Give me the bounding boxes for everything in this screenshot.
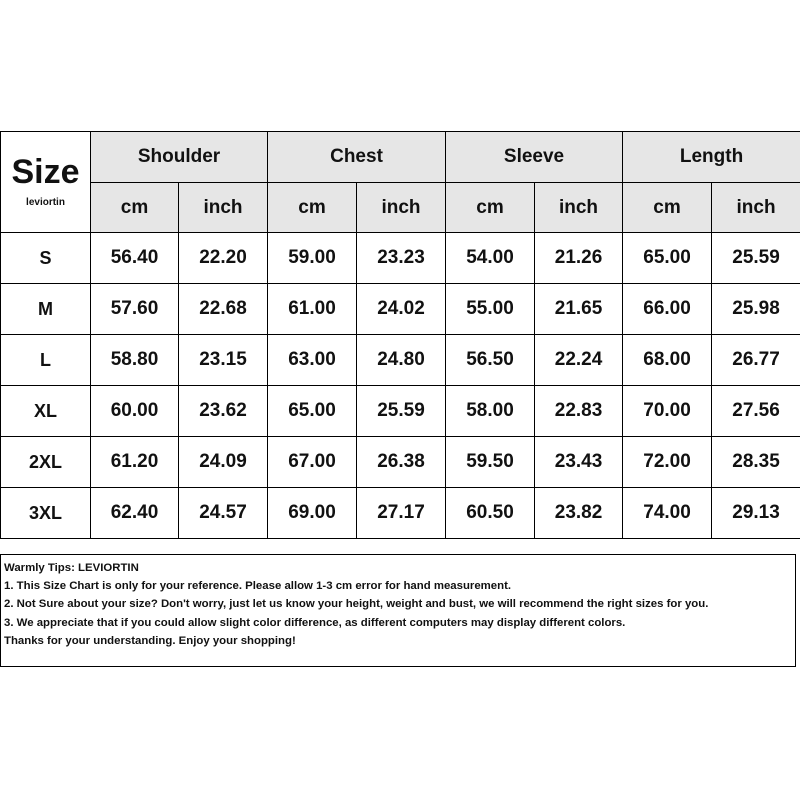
measurement-cell: 70.00 <box>623 386 712 437</box>
measurement-cell: 24.57 <box>179 488 268 539</box>
measurement-cell: 22.68 <box>179 284 268 335</box>
measurement-cell: 63.00 <box>268 335 357 386</box>
group-header-sleeve: Sleeve <box>446 132 623 183</box>
measurement-cell: 29.13 <box>712 488 800 539</box>
unit-header-inch: inch <box>179 183 268 233</box>
measurement-cell: 68.00 <box>623 335 712 386</box>
note-line-2: 2. Not Sure about your size? Don't worry, just let us know your height, weight and bust, we will recommend the right sizes for you. <box>4 598 709 611</box>
measurement-cell: 21.65 <box>535 284 623 335</box>
measurement-cell: 24.09 <box>179 437 268 488</box>
notes-box <box>0 554 796 667</box>
measurement-cell: 58.00 <box>446 386 535 437</box>
notes-closing: Thanks for your understanding. Enjoy your shopping! <box>4 634 296 647</box>
size-label: 2XL <box>1 437 91 488</box>
size-label: L <box>1 335 91 386</box>
measurement-cell: 22.20 <box>179 233 268 284</box>
size-chart-table <box>0 131 800 539</box>
note-line-1: 1. This Size Chart is only for your reference. Please allow 1-3 cm error for hand measurement. <box>4 580 512 593</box>
measurement-cell: 62.40 <box>91 488 179 539</box>
unit-header-inch: inch <box>712 183 800 233</box>
measurement-cell: 23.43 <box>535 437 623 488</box>
size-label: M <box>1 284 91 335</box>
measurement-cell: 60.00 <box>91 386 179 437</box>
measurement-cell: 56.40 <box>91 233 179 284</box>
measurement-cell: 25.98 <box>712 284 800 335</box>
measurement-cell: 65.00 <box>268 386 357 437</box>
unit-header-cm: cm <box>91 183 179 233</box>
measurement-cell: 22.24 <box>535 335 623 386</box>
measurement-cell: 27.56 <box>712 386 800 437</box>
unit-header-cm: cm <box>623 183 712 233</box>
size-rows <box>1 233 800 539</box>
measurement-cell: 59.50 <box>446 437 535 488</box>
measurement-cell: 54.00 <box>446 233 535 284</box>
measurement-cell: 55.00 <box>446 284 535 335</box>
group-header-length: Length <box>623 132 800 183</box>
measurement-cell: 25.59 <box>357 386 446 437</box>
measurement-cell: 58.80 <box>91 335 179 386</box>
measurement-cell: 65.00 <box>623 233 712 284</box>
unit-header-inch: inch <box>357 183 446 233</box>
measurement-cell: 67.00 <box>268 437 357 488</box>
measurement-cell: 74.00 <box>623 488 712 539</box>
unit-header-cm: cm <box>446 183 535 233</box>
size-label: 3XL <box>1 488 91 539</box>
unit-header-cm: cm <box>268 183 357 233</box>
size-row <box>1 488 800 539</box>
size-title: Size <box>11 153 80 191</box>
note-line-3: 3. We appreciate that if you could allow slight color difference, as different computers may display different colors. <box>4 616 626 629</box>
brand-label: leviortin <box>26 197 65 208</box>
measurement-cell: 66.00 <box>623 284 712 335</box>
measurement-cell: 59.00 <box>268 233 357 284</box>
notes-heading: Warmly Tips: LEVIORTIN <box>4 562 139 574</box>
measurement-cell: 23.62 <box>179 386 268 437</box>
size-row <box>1 233 800 284</box>
measurement-cell: 60.50 <box>446 488 535 539</box>
measurement-cell: 69.00 <box>268 488 357 539</box>
measurement-cell: 22.83 <box>535 386 623 437</box>
unit-header-inch: inch <box>535 183 623 233</box>
measurement-cell: 28.35 <box>712 437 800 488</box>
measurement-cell: 26.77 <box>712 335 800 386</box>
size-row <box>1 386 800 437</box>
measurement-cell: 56.50 <box>446 335 535 386</box>
measurement-cell: 27.17 <box>357 488 446 539</box>
size-row <box>1 335 800 386</box>
size-label: XL <box>1 386 91 437</box>
size-row <box>1 284 800 335</box>
measurement-cell: 23.23 <box>357 233 446 284</box>
unit-header-row <box>1 183 800 233</box>
measurement-cell: 61.00 <box>268 284 357 335</box>
group-header-chest: Chest <box>268 132 446 183</box>
measurement-cell: 23.82 <box>535 488 623 539</box>
measurement-cell: 21.26 <box>535 233 623 284</box>
measurement-cell: 57.60 <box>91 284 179 335</box>
size-row <box>1 437 800 488</box>
measurement-cell: 24.02 <box>357 284 446 335</box>
group-header-shoulder: Shoulder <box>91 132 268 183</box>
measurement-cell: 25.59 <box>712 233 800 284</box>
measurement-cell: 61.20 <box>91 437 179 488</box>
measurement-cell: 72.00 <box>623 437 712 488</box>
size-label: S <box>1 233 91 284</box>
measurement-cell: 23.15 <box>179 335 268 386</box>
measurement-cell: 24.80 <box>357 335 446 386</box>
measurement-cell: 26.38 <box>357 437 446 488</box>
group-header-row <box>1 132 800 183</box>
size-corner-cell <box>1 132 91 233</box>
